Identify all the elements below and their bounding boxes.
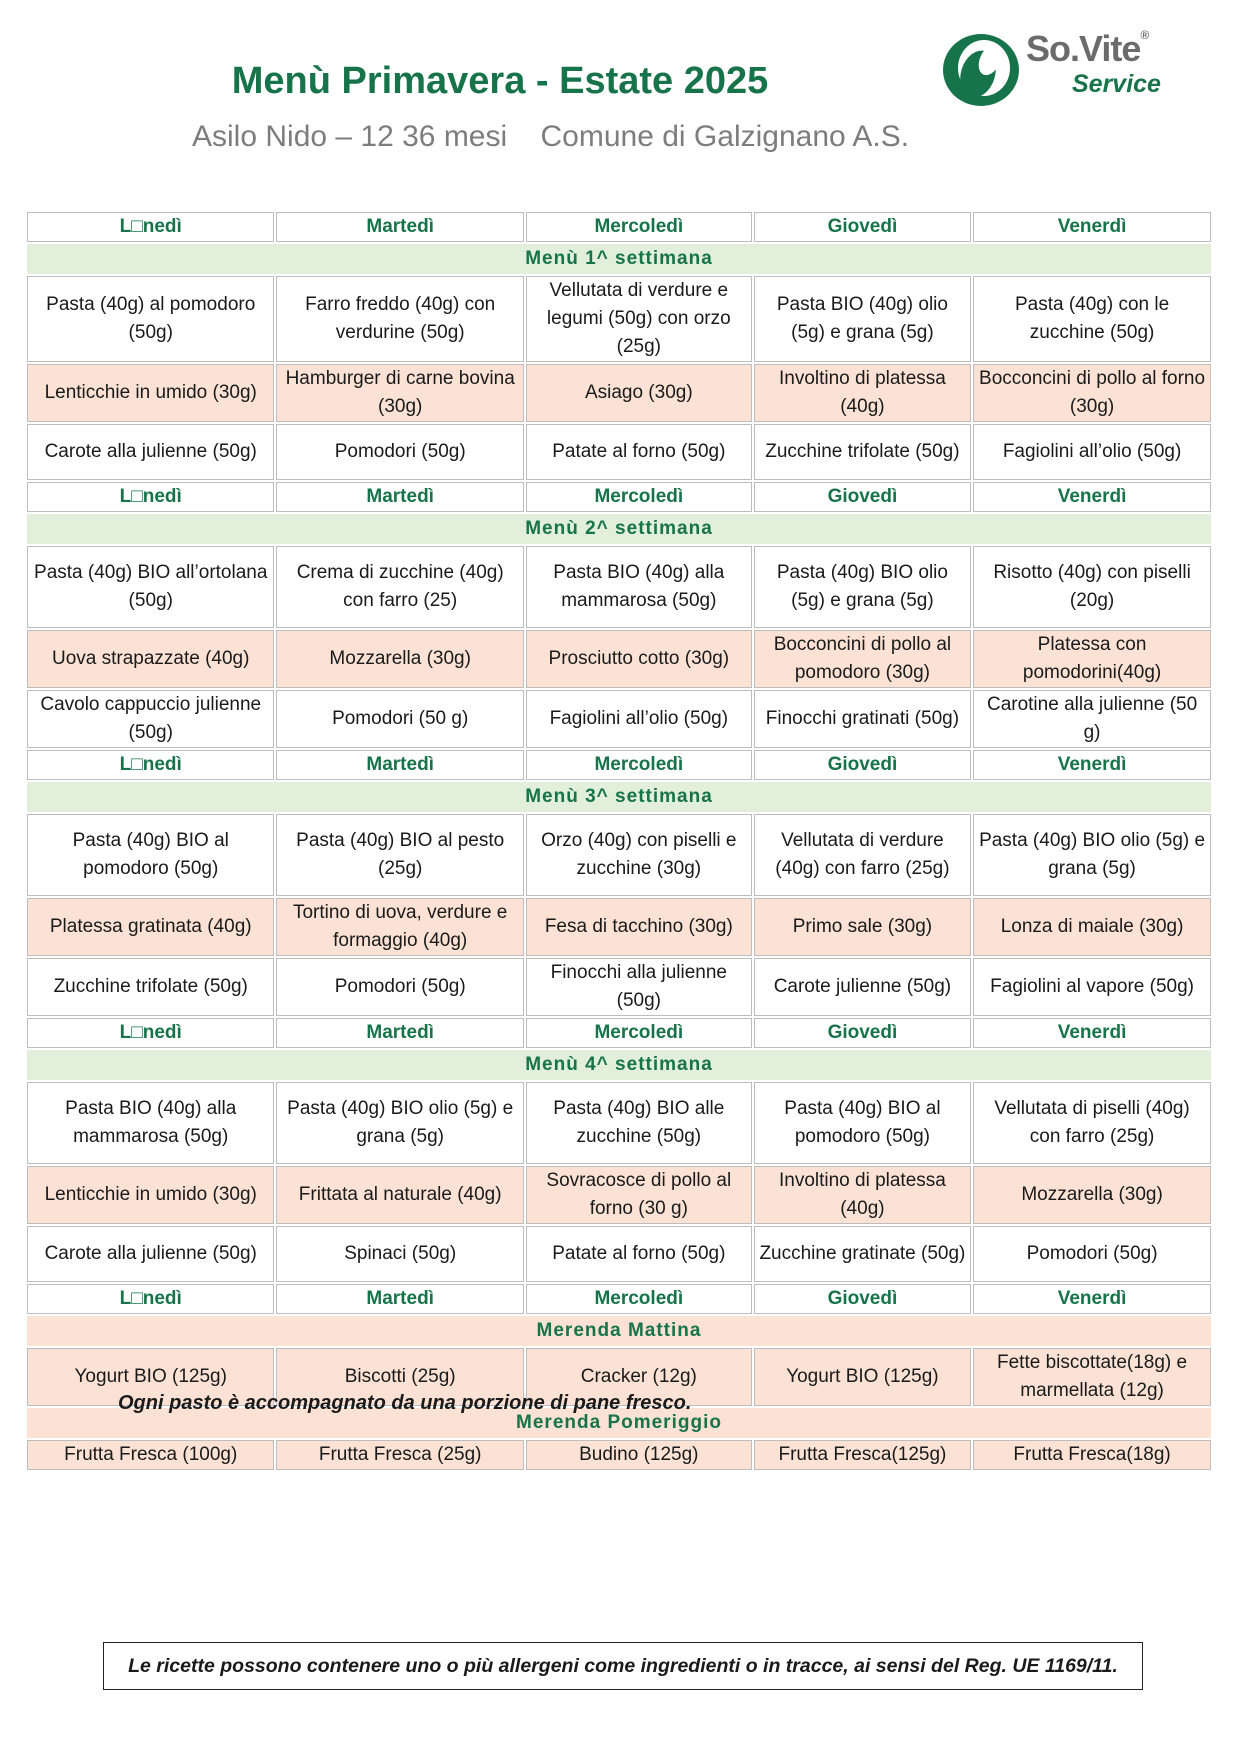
meal-cell: Risotto (40g) con piselli (20g) [973,546,1211,628]
meal-row [27,898,1211,956]
meal-cell: Farro freddo (40g) con verdurine (50g) [276,276,523,362]
meal-cell: Pasta (40g) BIO al pomodoro (50g) [27,814,274,896]
afternoon-snack-label: Merenda Pomeriggio [27,1408,1211,1438]
meal-cell: Zucchine gratinate (50g) [754,1226,971,1282]
afternoon-snack-cell: Frutta Fresca (100g) [27,1440,274,1470]
meal-row [27,1226,1211,1282]
morning-snack-cell: Cracker (12g) [526,1348,752,1406]
day-header: Mercoledì [526,212,752,242]
meal-cell: Vellutata di verdure (40g) con farro (25g) [754,814,971,896]
day-header-row [27,1018,1211,1048]
day-header: Mercoledì [526,750,752,780]
meal-cell: Pasta (40g) BIO all’ortolana (50g) [27,546,274,628]
bread-note: Ogni pasto è accompagnato da una porzione di pane fresco. [118,1392,692,1414]
meal-cell: Finocchi alla julienne (50g) [526,958,752,1016]
afternoon-snack-cell: Budino (125g) [526,1440,752,1470]
morning-snack-cell: Yogurt BIO (125g) [27,1348,274,1406]
meal-cell: Pasta (40g) BIO olio (5g) e grana (5g) [276,1082,523,1164]
meal-cell: Mozzarella (30g) [276,630,523,688]
meal-cell: Fesa di tacchino (30g) [526,898,752,956]
day-header: Venerdì [973,1018,1211,1048]
logo-registered: ® [1140,28,1149,42]
week-label: Menù 3^ settimana [27,782,1211,812]
day-header: Mercoledì [526,1018,752,1048]
morning-snack-label: Merenda Mattina [27,1316,1211,1346]
day-header-row [27,750,1211,780]
meal-cell: Zucchine trifolate (50g) [754,424,971,480]
meal-cell: Carote alla julienne (50g) [27,1226,274,1282]
meal-cell: Pomodori (50g) [973,1226,1211,1282]
meal-row [27,364,1211,422]
meal-cell: Pasta BIO (40g) olio (5g) e grana (5g) [754,276,971,362]
day-header: Martedì [276,482,523,512]
week-header-row [27,1050,1211,1080]
meal-cell: Pasta BIO (40g) alla mammarosa (50g) [27,1082,274,1164]
meal-row [27,814,1211,896]
day-header: Venerdì [973,750,1211,780]
meal-cell: Carote alla julienne (50g) [27,424,274,480]
meal-row [27,546,1211,628]
meal-cell: Tortino di uova, verdure e formaggio (40g) [276,898,523,956]
day-header: Giovedì [754,1018,971,1048]
meal-cell: Zucchine trifolate (50g) [27,958,274,1016]
day-header: L□nedì [27,1284,274,1314]
day-header: Martedì [276,750,523,780]
meal-cell: Pasta (40g) BIO al pomodoro (50g) [754,1082,971,1164]
sovite-logo [938,30,1178,110]
meal-cell: Fagiolini all’olio (50g) [973,424,1211,480]
meal-row [27,276,1211,362]
meal-cell: Pasta (40g) BIO olio (5g) e grana (5g) [754,546,971,628]
week-label: Menù 4^ settimana [27,1050,1211,1080]
meal-cell: Involtino di platessa (40g) [754,364,971,422]
meal-cell: Carotine alla julienne (50 g) [973,690,1211,748]
meal-cell: Involtino di platessa (40g) [754,1166,971,1224]
meal-cell: Pasta (40g) al pomodoro (50g) [27,276,274,362]
meal-cell: Lenticchie in umido (30g) [27,1166,274,1224]
meal-cell: Finocchi gratinati (50g) [754,690,971,748]
week-header-row [27,514,1211,544]
allergen-footer: Le ricette possono contenere uno o più allergeni come ingredienti o in tracce, ai sensi del Reg. UE 1169/11. [103,1642,1143,1690]
subtitle-municipality: Comune di Galzignano A.S. [540,120,910,153]
meal-cell: Vellutata di piselli (40g) con farro (25g) [973,1082,1211,1164]
meal-cell: Carote julienne (50g) [754,958,971,1016]
meal-cell: Patate al forno (50g) [526,1226,752,1282]
day-header: Martedì [276,212,523,242]
day-header: Mercoledì [526,482,752,512]
week-label: Menù 1^ settimana [27,244,1211,274]
meal-cell: Lenticchie in umido (30g) [27,364,274,422]
day-header-row [27,482,1211,512]
meal-cell: Pomodori (50 g) [276,690,523,748]
menu-table-body [27,212,1211,1470]
logo-brand: So.Vite [1026,28,1141,69]
meal-cell: Prosciutto cotto (30g) [526,630,752,688]
meal-cell: Pasta (40g) BIO alle zucchine (50g) [526,1082,752,1164]
meal-cell: Pasta BIO (40g) alla mammarosa (50g) [526,546,752,628]
page-title: Menù Primavera - Estate 2025 [231,60,769,102]
meal-cell: Asiago (30g) [526,364,752,422]
meal-row [27,958,1211,1016]
meal-cell: Lonza di maiale (30g) [973,898,1211,956]
meal-cell: Fagiolini all’olio (50g) [526,690,752,748]
meal-cell: Mozzarella (30g) [973,1166,1211,1224]
meal-row [27,424,1211,480]
meal-cell: Pasta (40g) BIO al pesto (25g) [276,814,523,896]
day-header: Giovedì [754,212,971,242]
day-header-row [27,1284,1211,1314]
page-subtitle [192,120,909,154]
menu-table [25,210,1213,1472]
meal-cell: Crema di zucchine (40g) con farro (25) [276,546,523,628]
day-header: L□nedì [27,482,274,512]
day-header-row [27,212,1211,242]
meal-cell: Spinaci (50g) [276,1226,523,1282]
morning-snack-cell: Biscotti (25g) [276,1348,523,1406]
meal-cell: Hamburger di carne bovina (30g) [276,364,523,422]
week-header-row [27,782,1211,812]
meal-cell: Bocconcini di pollo al pomodoro (30g) [754,630,971,688]
meal-cell: Pomodori (50g) [276,424,523,480]
day-header: Giovedì [754,750,971,780]
week-label: Menù 2^ settimana [27,514,1211,544]
day-header: Venerdì [973,482,1211,512]
meal-cell: Sovracosce di pollo al forno (30 g) [526,1166,752,1224]
meal-cell: Primo sale (30g) [754,898,971,956]
morning-snack-cell: Fette biscottate(18g) e marmellata (12g) [973,1348,1211,1406]
afternoon-snack-cell: Frutta Fresca(125g) [754,1440,971,1470]
day-header: L□nedì [27,750,274,780]
afternoon-snack-cell: Frutta Fresca(18g) [973,1440,1211,1470]
logo-service: Service [1072,70,1161,98]
meal-cell: Uova strapazzate (40g) [27,630,274,688]
morning-snack-header-row [27,1316,1211,1346]
meal-row [27,1082,1211,1164]
meal-cell: Patate al forno (50g) [526,424,752,480]
day-header: Venerdì [973,1284,1211,1314]
meal-cell: Platessa gratinata (40g) [27,898,274,956]
meal-row [27,630,1211,688]
logo-swoosh-icon [938,30,1024,110]
day-header: Martedì [276,1284,523,1314]
week-header-row [27,244,1211,274]
afternoon-snack-row [27,1440,1211,1470]
day-header: Venerdì [973,212,1211,242]
day-header: Mercoledì [526,1284,752,1314]
meal-cell: Cavolo cappuccio julienne (50g) [27,690,274,748]
meal-cell: Vellutata di verdure e legumi (50g) con orzo (25g) [526,276,752,362]
day-header: Martedì [276,1018,523,1048]
morning-snack-cell: Yogurt BIO (125g) [754,1348,971,1406]
meal-row [27,690,1211,748]
day-header: L□nedì [27,1018,274,1048]
meal-cell: Bocconcini di pollo al forno (30g) [973,364,1211,422]
meal-row [27,1166,1211,1224]
meal-cell: Pasta (40g) BIO olio (5g) e grana (5g) [973,814,1211,896]
meal-cell: Pasta (40g) con le zucchine (50g) [973,276,1211,362]
day-header: Giovedì [754,482,971,512]
afternoon-snack-cell: Frutta Fresca (25g) [276,1440,523,1470]
meal-cell: Fagiolini al vapore (50g) [973,958,1211,1016]
meal-cell: Platessa con pomodorini(40g) [973,630,1211,688]
meal-cell: Frittata al naturale (40g) [276,1166,523,1224]
day-header: L□nedì [27,212,274,242]
subtitle-school: Asilo Nido – 12 36 mesi [192,120,508,153]
meal-cell: Orzo (40g) con piselli e zucchine (30g) [526,814,752,896]
meal-cell: Pomodori (50g) [276,958,523,1016]
day-header: Giovedì [754,1284,971,1314]
